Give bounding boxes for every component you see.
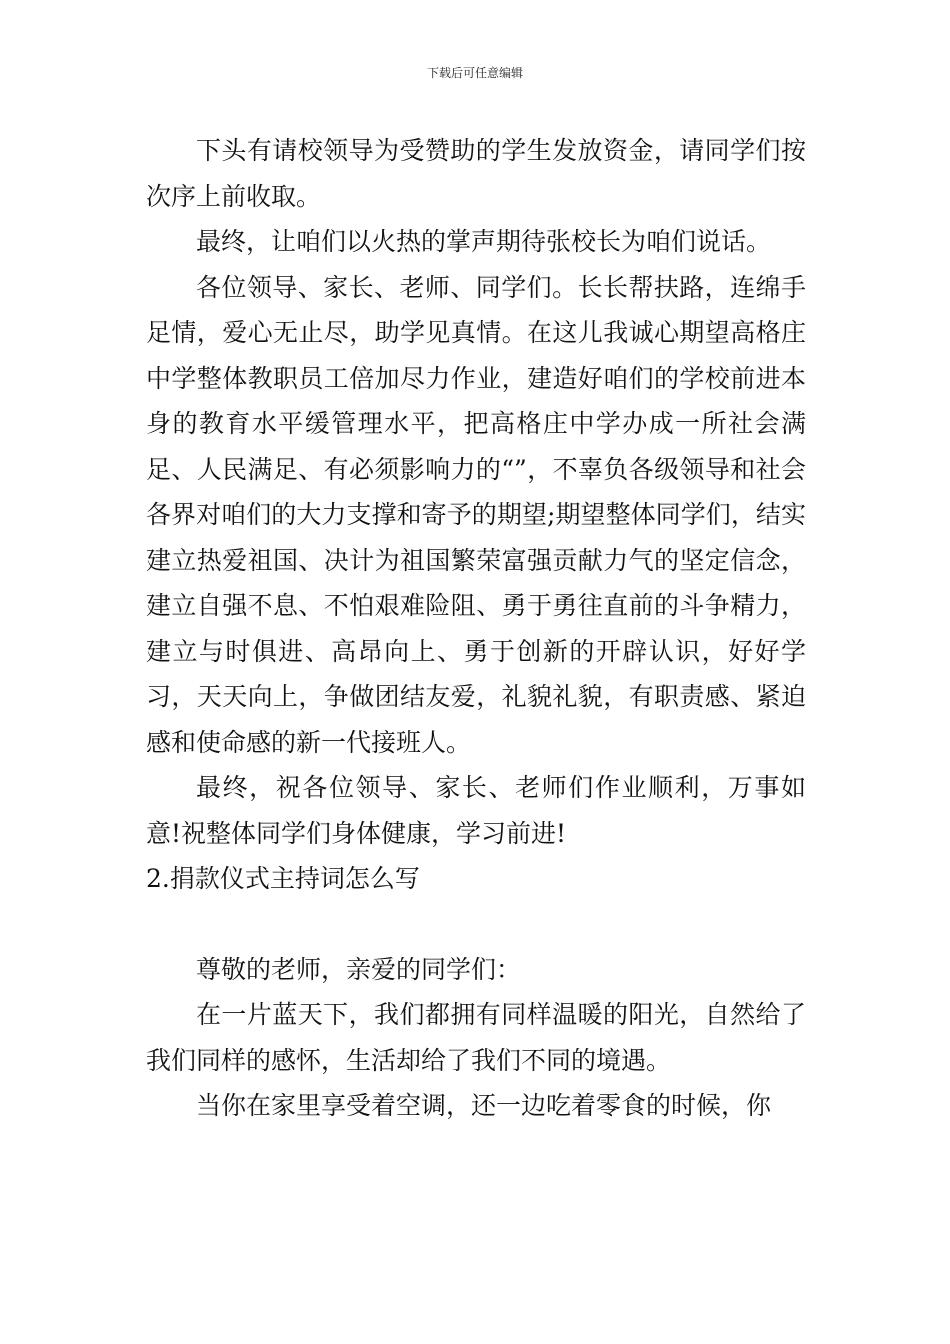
paragraph: 在一片蓝天下，我们都拥有同样温暖的阳光，自然给了我们同样的感怀，生活却给了我们不同的境遇。: [146, 1000, 806, 1075]
paragraph: 下头有请校领导为受赞助的学生发放资金，请同学们按次序上前收取。: [146, 136, 806, 211]
paragraph: 当你在家里享受着空调，还一边吃着零食的时候，你: [196, 1091, 772, 1120]
paragraph: 尊敬的老师，亲爱的同学们：: [196, 954, 522, 984]
section-spacer: [146, 902, 806, 947]
paragraph: 各位领导、家长、老师、同学们。长长帮扶路，连绵手足情，爱心无止尽，助学见真情。在这儿我诚心期望高格庄中学整体教职员工倍加尽力作业，建造好咱们的学校前进本身的教育水平缓管理水平，把高格庄中学办成一所社会满足、人民满足、有必须影响力的“”，不辜负各级领导和社会各界对咱们的大力支撑和寄予的期望;期望整体同学们，结实建立热爱祖国、决计为祖国繁荣富强贡献力气的坚定信念，建立自强不息、不怕艰难险阻、勇于勇往直前的斗争精力，建立与时俱进、高昂向上、勇于创新的开辟认识，好好学习，天天向上，争做团结友爱，礼貌礼貌，有职责感、紧迫感和使命感的新一代接班人。: [146, 272, 806, 757]
page-header-note: 下载后可任意编辑: [426, 66, 523, 80]
document-body: [146, 128, 806, 1129]
paragraph: 最终，祝各位领导、家长、老师们作业顺利，万事如意!祝整体同学们身体健康，学习前进!: [146, 773, 806, 848]
paragraph: 最终，让咱们以火热的掌声期待张校长为咱们说话。: [196, 227, 772, 256]
section-heading: 2.捐款仪式主持词怎么写: [146, 864, 420, 893]
